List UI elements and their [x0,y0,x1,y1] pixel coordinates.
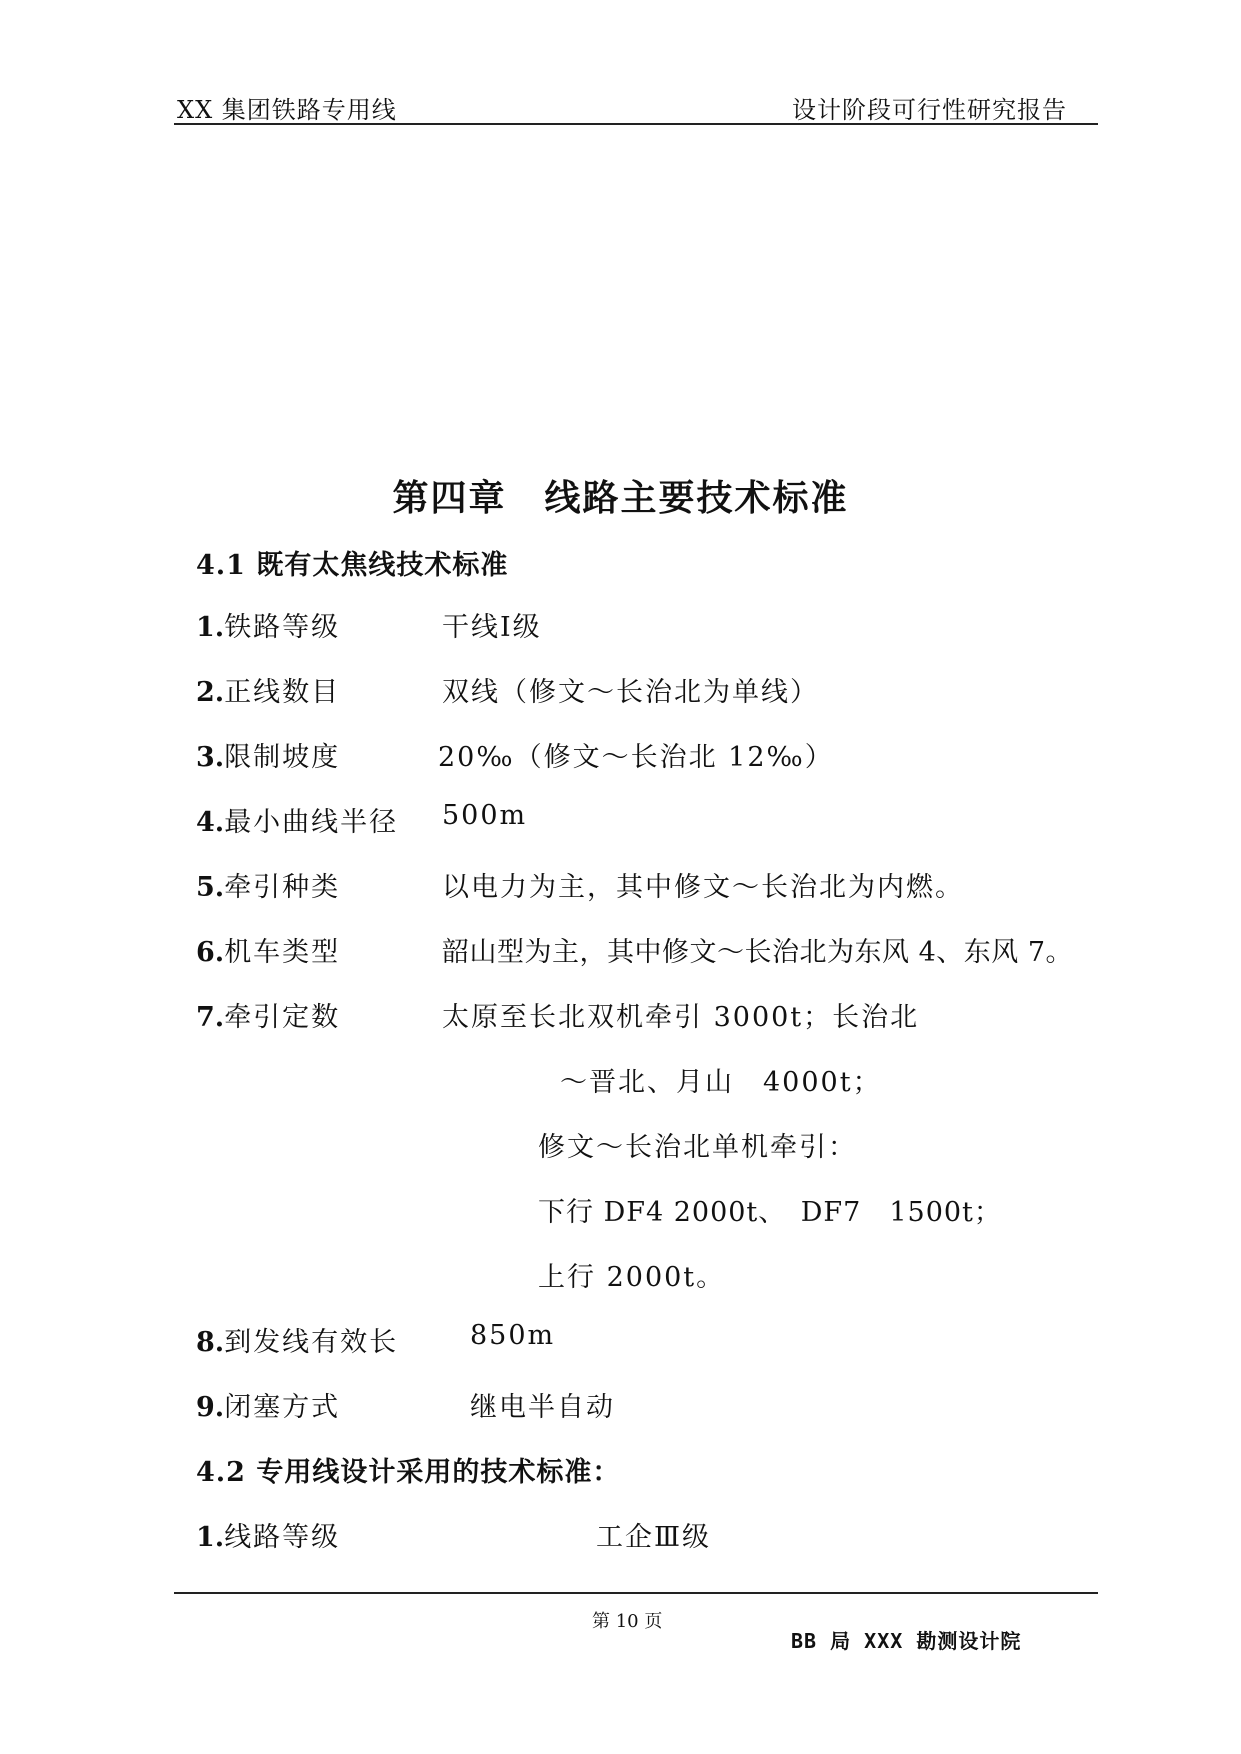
item-number: 4. [196,807,225,838]
item-number: 7. [196,1002,225,1033]
item-number: 2. [196,677,225,708]
page-number: 第 10 页 [592,1611,663,1632]
item-label-text: 限制坡度 [224,742,341,773]
item-8-value: 850m [470,1320,556,1351]
item-7-continuation-1: ～晋北、月山 4000t； [560,1067,882,1098]
item-7-continuation-4: 上行 2000t。 [538,1262,726,1293]
footer-organization: BB 局 XXX 勘测设计院 [791,1629,1022,1653]
item-label-text: 最小曲线半径 [224,807,399,838]
item-7-label [196,995,340,1034]
item-number: 1. [196,612,225,643]
item-number: 6. [196,937,225,968]
footer-rule [174,1592,1098,1594]
item-label-text: 线路等级 [224,1522,341,1553]
item-5-value: 以电力为主，其中修文～长治北为内燃。 [442,872,964,903]
item-label-text: 铁路等级 [224,612,341,643]
header-right-title: 设计阶段可行性研究报告 [792,96,1067,124]
item-4-value: 500m [442,800,528,831]
item-3-value: 20‰（修文～长治北 12‰） [438,742,834,773]
item-4-label [196,800,398,839]
item-9-value: 继电半自动 [470,1392,615,1423]
item-2-label [196,670,340,709]
item-6-value: 韶山型为主，其中修文～长治北为东风 4、东风 7。 [442,937,1074,968]
item-number: 3. [196,742,225,773]
item-1-value: 干线Ⅰ级 [442,612,542,643]
item-label-text: 牵引种类 [224,872,341,903]
item-5-label [196,865,340,904]
section-4-2-title: 4.2 专用线设计采用的技术标准： [196,1457,621,1488]
item-7-value: 太原至长北双机牵引 3000t；长治北 [442,1002,920,1033]
item-label-text: 正线数目 [224,677,341,708]
item-label-text: 牵引定数 [224,1002,341,1033]
item-label-text: 机车类型 [224,937,341,968]
item-number: 1. [196,1522,225,1553]
item-7-continuation-2: 修文～长治北单机牵引： [538,1132,857,1163]
header-left-title: XX 集团铁路专用线 [177,96,397,124]
item-3-label [196,735,340,774]
item-number: 9. [196,1392,225,1423]
item-6-label [196,930,340,969]
header-rule [174,123,1098,125]
item-8-label [196,1320,398,1359]
item-2-value: 双线（修文～长治北为单线） [442,677,819,708]
item-4-2-1-value: 工企Ⅲ级 [596,1522,712,1553]
item-4-2-1-label [196,1515,340,1554]
section-4-1-title: 4.1 既有太焦线技术标准 [196,550,509,581]
item-label-text: 到发线有效长 [224,1327,399,1358]
item-number: 5. [196,872,225,903]
item-7-continuation-3: 下行 DF4 2000t、 DF7 1500t； [538,1197,1002,1228]
item-9-label [196,1385,340,1424]
item-number: 8. [196,1327,225,1358]
chapter-title: 第四章 线路主要技术标准 [392,477,849,519]
item-1-label [196,605,340,644]
item-label-text: 闭塞方式 [224,1392,341,1423]
